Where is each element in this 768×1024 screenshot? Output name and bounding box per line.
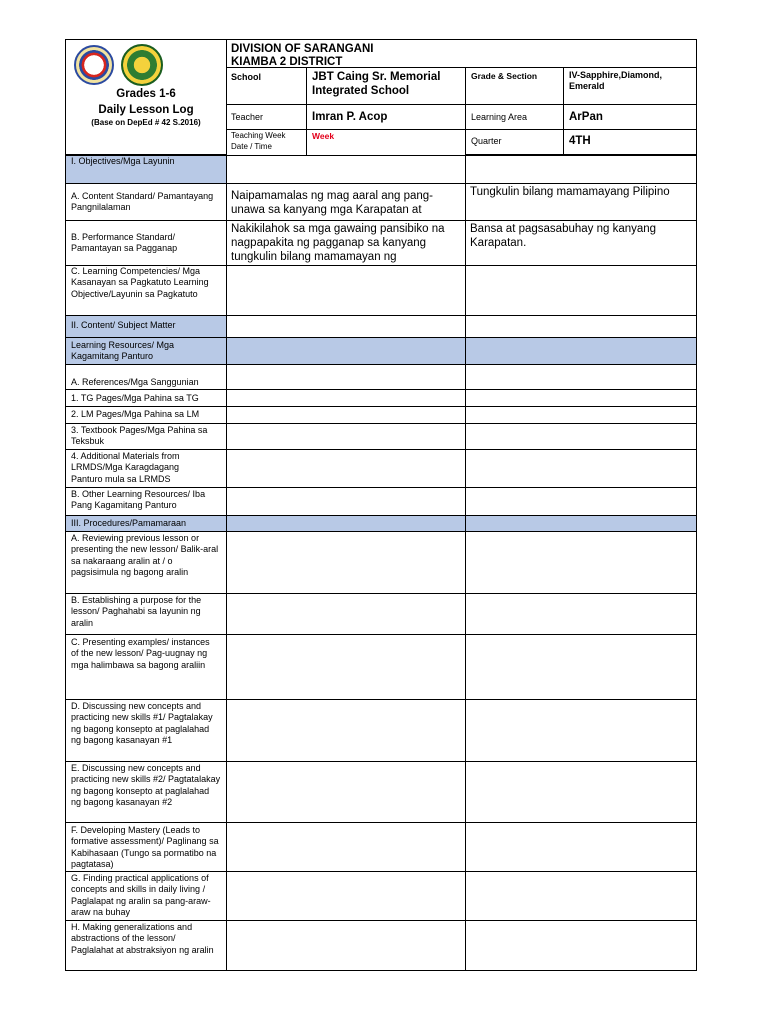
grade-section-value: IV-Sapphire,Diamond, Emerald — [569, 70, 663, 91]
week-value: Week — [312, 131, 335, 141]
procedure-h-label: H. Making generalizations and abstractions of the lesson/ Paglalahat at abstraksiyon ng aralin — [71, 922, 214, 955]
quarter-label: Quarter — [471, 136, 502, 146]
grades-label: Grades 1-6 — [116, 88, 176, 100]
learning-area-value: ArPan — [569, 111, 603, 123]
additional-materials-label: 4. Additional Materials from LRMDS/Mga Karagdagang Panturo mula sa LRMDS — [71, 451, 180, 484]
textbook-pages-label: 3. Textbook Pages/Mga Pahina sa Teksbuk — [71, 425, 208, 447]
grade-section-label: Grade & Section — [471, 71, 538, 81]
school-label: School — [231, 72, 262, 82]
teacher-label: Teacher — [231, 112, 264, 122]
performance-standard-label: B. Performance Standard/ Pamantayan sa Pagganap — [71, 232, 178, 254]
log-title: Daily Lesson Log — [98, 104, 194, 116]
content-standard-label: A. Content Standard/ Pamantayang Pangnilalaman — [71, 191, 214, 213]
procedure-f-label: F. Developing Mastery (Leads to formative assessment)/ Paglinang sa Kabihasaan (Tungo sa pormatibo na pagtatasa) — [71, 825, 219, 869]
division-name: DIVISION OF SARANGANI — [231, 43, 374, 55]
sarangani-division-seal-icon — [121, 44, 163, 86]
objectives-label: I. Objectives/Mga Layunin — [71, 156, 175, 166]
deped-basis: (Base on DepEd # 42 S.2016) — [91, 118, 201, 127]
tg-pages-label: 1. TG Pages/Mga Pahina sa TG — [71, 393, 199, 403]
lm-pages-label: 2. LM Pages/Mga Pahina sa LM — [71, 409, 200, 419]
procedure-b-label: B. Establishing a purpose for the lesson/ Paghahabi sa layunin ng aralin — [71, 595, 202, 628]
other-resources-label: B. Other Learning Resources/ Iba Pang Kagamitang Panturo — [71, 489, 206, 511]
procedure-d-label: D. Discussing new concepts and practicing new skills #1/ Pagtalakay ng bagong konsepto at paglalahad ng bagong kasanayan #1 — [71, 701, 213, 745]
competencies-label: C. Learning Competencies/ Mga Kasanayan sa Pagkatuto Learning Objective/Layunin sa Pagkatuto — [71, 266, 209, 299]
procedure-g-label: G. Finding practical applications of concepts and skills in daily living / Paglalapat ng aralin sa pang-araw-araw na buhay — [71, 873, 211, 917]
quarter-value: 4TH — [569, 135, 591, 147]
procedure-c-label: C. Presenting examples/ instances of the new lesson/ Pag-uugnay ng mga halimbawa sa bagong araliin — [71, 637, 210, 670]
performance-standard-text-1: Nakikilahok sa mga gawaing pansibiko na nagpapakita ng pagganap sa kanyang tungkulin bilang mamamayan ng — [231, 223, 445, 263]
content-standard-text-1: Naipamamalas ng mag aaral ang pang-unawa sa kanyang mga Karapatan at — [231, 190, 434, 216]
deped-seal-icon — [74, 45, 114, 85]
school-value: JBT Caing Sr. Memorial Integrated School — [312, 71, 441, 97]
procedure-e-label: E. Discussing new concepts and practicing new skills #2/ Pagtatalakay ng bagong konsepto at paglalahad ng bagong kasanayan #2 — [71, 763, 221, 807]
references-label: A. References/Mga Sanggunian — [71, 377, 199, 387]
procedure-a-label: A. Reviewing previous lesson or presenting the new lesson/ Balik-aral sa nakaraang aralin at / o pagsisimula ng bagong aralin — [71, 533, 219, 577]
district-name: KIAMBA 2 DISTRICT — [231, 56, 343, 68]
content-label: II. Content/ Subject Matter — [71, 320, 176, 330]
learning-area-label: Learning Area — [471, 112, 528, 122]
performance-standard-text-2: Bansa at pagsasabuhay ng kanyang Karapatan. — [470, 223, 657, 249]
teaching-week-label: Teaching Week Date / Time — [231, 131, 286, 151]
resources-label: Learning Resources/ Mga Kagamitang Panturo — [71, 340, 175, 362]
teacher-value: Imran P. Acop — [312, 111, 388, 123]
content-standard-text-2: Tungkulin bilang mamamayang Pilipino — [470, 186, 670, 198]
procedures-label: III. Procedures/Pamamaraan — [71, 518, 187, 528]
